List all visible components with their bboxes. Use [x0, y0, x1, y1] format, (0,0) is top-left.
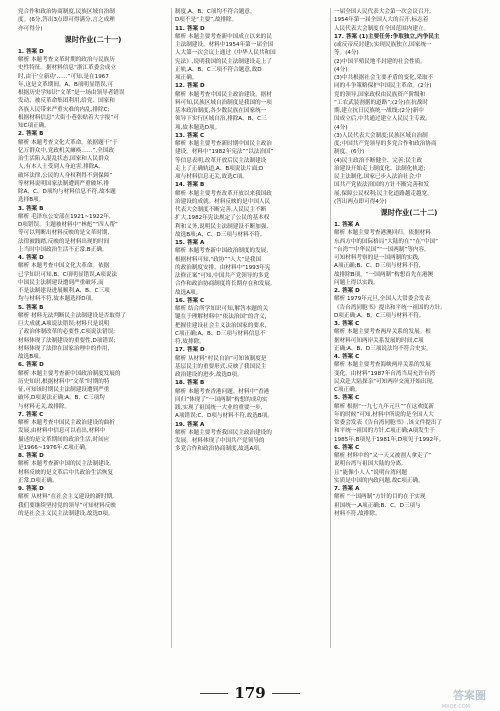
text-line: 根据材料信息“大街小巷张贴着大字报”可: [18, 114, 119, 121]
text-line: 项与材料信息无关,故选C项。: [175, 174, 248, 180]
text-line: (2)中国半殖民地半封建的社会性质。: [334, 58, 426, 65]
text-line: 材料体现了法制建设的重要性,D项错误;: [18, 337, 116, 344]
text-line: 解析 材料中的“又一天又被割人拿走了”: [334, 453, 432, 459]
text-line: 说明台湾与祖国大陆的分离,: [334, 461, 403, 468]
text-line: 人,有本人士受到人身迫害,排除A、: [18, 164, 104, 171]
col2-answers: [175, 8, 327, 454]
text-line: D项错误。主题被材料中“林彪”“四人帮”: [18, 222, 118, 228]
text-line: 1985年,B项见于1981年,D项见于1992年。: [334, 436, 445, 443]
text-line: 制度。(6分): [334, 149, 365, 156]
text-line: 11. 答案 D: [175, 25, 205, 32]
watermark-url: MXQE.COM: [441, 704, 470, 710]
text-line: 据材料可知两岸关系发展的时间,C项: [334, 337, 424, 344]
text-line: 解析 本题考查新中国的民主法制建设。: [18, 461, 115, 468]
text-line: 解析 本题考查香港问题。材料中“香港: [175, 388, 270, 395]
text-line: 解析 本题考查文化大革命。依据题干“于: [18, 139, 118, 146]
text-line: 可知材料考察的是一国两制的实践,: [334, 255, 420, 261]
text-line: 正轨,A、B、C三项不符合题意,故D: [175, 66, 262, 73]
text-line: 故选A项。: [175, 289, 202, 296]
text-line: (3)人民代表大会制度;民族区域自治制: [334, 132, 428, 139]
text-line: 基本政治制度,各少数民族在国家统一: [175, 108, 267, 114]
text-line: “台湾”“中华民国”“一国两制”等内容,: [334, 246, 426, 253]
text-line: 14. 答案 B: [175, 182, 205, 189]
text-line: 常委会发表《告台湾同胞书》,该文件提出了: [334, 420, 443, 426]
text-line: 变化。由材料“1987年台湾当局允许台湾: [334, 370, 436, 377]
text-line: 解析 本题主要考查港澳回归。依据材料: [334, 230, 431, 237]
text-line: 解析 本题考查中国文化大革命。依据: [18, 263, 110, 270]
text-line: 东西方中的国际格局“大陆的在””在“中国”: [334, 238, 438, 245]
text-line: 代表大会制度不断完善,人民民主不断: [175, 207, 267, 213]
text-line: 解析 材料无法判断民主法制建设是否取得了: [18, 312, 127, 319]
text-line: 18. 答案 B: [175, 380, 205, 387]
text-line: 基层民主的重要形式,反映了我国民主: [175, 363, 267, 370]
text-line: 材料不符,故排除。: [334, 510, 381, 517]
text-line: 《告台湾同胞书》提出和平统一祖国的方针,: [334, 304, 443, 311]
text-line: 解析 本题主要考查改革开放以来我国政: [175, 190, 272, 197]
text-line: (或反帝反封建);实现民族独立,国家统一: [334, 42, 432, 48]
text-line: 解析 本题考查中国民主政治建设的曲折: [18, 420, 115, 426]
text-line: 一届全国人民代表大会第一次会议召开,: [334, 9, 431, 15]
text-line: 12. 答案 D: [175, 83, 205, 90]
text-line: 符,故排除。: [175, 339, 205, 345]
text-line: 选择B项。: [18, 197, 45, 204]
text-line: 制度,A、B、C项均不符合题意。: [175, 9, 256, 15]
text-line: 16. 答案 C: [175, 297, 205, 304]
text-line: 解析 1979年元旦,全国人大常委会发表: [334, 296, 431, 303]
text-line: 4. 答案 C: [334, 354, 360, 360]
text-line: (答出两点即可得4分): [334, 198, 387, 205]
text-line: 料可知,民族区域自治制度是我国的一项: [175, 99, 272, 106]
text-line: D项正确;A、B、C三项与材料不符。: [334, 312, 425, 319]
text-line: C项正确。: [334, 387, 361, 393]
text-line: 扩大,1982年宪法规定了公民的基本权: [175, 215, 270, 222]
col1-top-text: [18, 8, 168, 33]
text-line: 1. 答案 D: [18, 48, 44, 55]
text-line: 和平统一祖国的方针,C项正确;A项发生于: [334, 428, 435, 435]
section-title-21: 课时作业(二十一): [64, 34, 122, 44]
text-line: 4. 答案 D: [18, 255, 44, 261]
page-number-text: 179: [234, 684, 266, 702]
text-line: 中国民主法制建设遭到严重破坏,而: [18, 279, 104, 286]
text-line: 5. 答案 B: [18, 304, 44, 311]
text-line: 巨大成就,A项说法错误;材料只是说明: [18, 321, 110, 327]
text-line: 国共产党依法治国的方针不断完善和发: [334, 182, 430, 189]
column-middle: [175, 8, 327, 454]
text-line: 领导下实行区域自治,排除A、B、C三: [175, 116, 267, 123]
text-line: 且“能像小人人”说明台湾问题: [334, 469, 407, 476]
text-line: 是1966~1976年,C项正确。: [18, 444, 91, 451]
text-line: 度。(6分,答出3点即可得满分,言之成理: [18, 17, 115, 24]
text-line: 党合作和政治协商制度,民族区域自治制: [18, 9, 115, 15]
text-line: 解析 本题考查文革时期的政治与民族历: [18, 57, 115, 63]
text-line: 人大第一次会议上通过《中华人民共和国: [175, 50, 276, 57]
text-line: 解析 本题主要考查两岸关系的发展。根: [334, 329, 431, 336]
text-line: 多党合作和政治协商制度,故选A项。: [175, 446, 265, 453]
text-line: 19. 答案 A: [175, 421, 205, 428]
text-line: 解析 本题主要考查我国民主政治建设的: [175, 429, 272, 436]
text-line: 历史知识,根据材料中“文革”时期的特: [18, 378, 110, 385]
text-line: 把握住建设社会主义法治国家的要求,: [175, 322, 267, 329]
text-line: 知C项正确。: [18, 123, 50, 129]
text-line: 根据材料可知,“政协”“人大”是我国: [175, 256, 262, 263]
text-line: 了政治体制改革的必要性,C项说法错误;: [18, 329, 116, 336]
text-line: 上当时中国政治生活不正常,B正确。: [18, 246, 108, 253]
text-line: 除A、C、D项均与材料信息不符,故本题: [18, 189, 116, 195]
text-line: 的政治制度安排。由材料中“1993年宪: [175, 264, 271, 271]
text-line: 民主法制化,国家已步入法治社会;中: [334, 174, 422, 180]
text-line: 治生活陷入混乱状态,国家和人民群众: [18, 156, 110, 162]
text-line: 解析 本题主要考查新时期中国民主政治: [175, 141, 272, 147]
text-line: 发展,由材料中信息可以看出,材料中: [18, 428, 106, 435]
text-line: A项错误;C、D项与材料不符,故选B项。: [175, 413, 273, 420]
text-line: 故选B项;A、C、D三项与材料不符。: [175, 231, 266, 238]
text-line: 正确;A、B、D三项说法均不符合史实。: [334, 345, 432, 352]
text-line: 人民代表大会制度在全国范围内建立。: [334, 25, 430, 32]
text-line: (4分): [334, 124, 348, 131]
text-line: A项正确;B、C、D三项与材料不符,: [334, 263, 421, 270]
text-line: 8. 答案 D: [18, 453, 44, 459]
text-line: 民众赴大陆探亲”可知两岸交流开始出现,: [334, 378, 434, 385]
text-line: 3. 答案 B: [18, 205, 44, 212]
text-line: 9. 答案 D: [18, 486, 44, 492]
text-line: 解析 本题主要考查海峡两岸关系的发展: [334, 362, 431, 369]
text-line: 正常,D项正确。: [18, 477, 58, 484]
text-line: 治建设的成就。材料反映的是中国人民: [175, 198, 271, 205]
text-line: “工农武装割据的道路”;(2分)在抗战时: [334, 99, 428, 106]
section-title-22: 课时作业(二十二): [380, 208, 438, 217]
text-line: 破坏,D项说法正确;A、B、C三项均: [18, 395, 105, 402]
col1-answers: [18, 48, 168, 518]
text-line: 展,保障公民权利;民主化道路越走越宽。: [334, 190, 433, 197]
text-line: 与材料无关,故排除。: [18, 403, 71, 410]
text-line: 践,实现了祖国统一大业的重要一步,: [175, 405, 263, 411]
page-number: [0, 683, 500, 702]
text-line: 年,这是文革期间。A、B项明显错误,可: [18, 81, 114, 88]
text-line: 故选B项。: [18, 354, 45, 360]
text-line: 1954年第一届全国人大的召开,标志着: [334, 17, 429, 24]
text-line: 解析 本题考查新中国政治制度的发展,: [175, 248, 269, 255]
watermark-logo: 答案圈: [453, 689, 486, 702]
text-line: 材料反映的是文革后中共政治生活恢复: [18, 469, 114, 476]
text-line: 2. 答案 D: [334, 288, 360, 294]
text-line: 根据历史学知识“文革”是一场由领导者错误: [18, 90, 125, 96]
text-line: 法律被践踏,反映的是材料出现的时间: [18, 238, 110, 245]
text-line: 发展。材料体现了中国共产党领导的: [175, 438, 265, 444]
text-line: 法修正案”可知,中国共产党领导的多党: [175, 273, 270, 279]
text-line: 亦可得分): [18, 25, 43, 32]
text-line: 时,由于'立新功'……”可知,是在1967: [18, 73, 109, 80]
text-line: 问题上得以实践。: [334, 279, 379, 286]
text-line: 宪法》,说明我国的民主法制建设走上了: [175, 58, 272, 65]
text-line: 故排除B项。“一国两制”构想首先在港澳: [334, 271, 434, 278]
text-line: 解析 从材料“在社会主义建设的新时期,: [18, 494, 114, 501]
column-divider-1: [171, 8, 172, 648]
text-line: 等。(4分): [334, 50, 359, 57]
text-line: 解析 本题主要考查新中国政治制度发展的: [18, 370, 121, 377]
column-right: [334, 8, 484, 518]
text-line: 解析 “一国两制”方针的目的在于实现: [334, 494, 426, 501]
text-line: (3)中共根据社会主要矛盾的变化,采取不: [334, 75, 434, 81]
text-line: 解析 本题考查中国民主政治建设。据材: [175, 91, 272, 98]
text-line: 17. 答案 D: [175, 347, 205, 354]
text-line: C项正确;A、B、D三项与材料信息不: [175, 330, 266, 337]
text-line: 等可以判断出材料反映的是文革时期,: [18, 230, 110, 237]
text-line: 6. 答案 D: [18, 362, 44, 369]
text-line: 国成立后,中共通过建立人民民主专政。: [334, 116, 431, 123]
text-line: 利和义务,说明民主法制建设不断加强,: [175, 223, 269, 230]
text-line: 期,建立抗日民族统一战线;(2分)新中: [334, 108, 424, 114]
col3-top-text: [334, 8, 484, 206]
text-line: 主法制建设。材料中1954年第一届全国: [175, 42, 274, 48]
text-line: 实质是中国的内政问题,故C项正确。: [334, 477, 424, 484]
text-line: 13. 答案 C: [175, 132, 205, 139]
text-line: 我们要继续坚持党的领导”可知材料反映: [18, 502, 116, 509]
text-line: 解析 从材料“村民自治”可知该制度是: [175, 355, 267, 362]
text-line: 不是法制建设进展顺利,A、B、C三项: [18, 288, 110, 294]
text-line: 征,可知该时期民主法制建设遭到严重: [18, 387, 110, 393]
text-line: 解析 毛泽东公安部在1921~1922年,: [18, 213, 111, 220]
text-line: 亿万群众中,党政机关瘫痪……”,全国政: [18, 147, 114, 154]
text-line: 3. 答案 C: [334, 321, 360, 327]
text-line: 破坏法律,公民的人身权利得不到保障”: [18, 172, 113, 179]
text-line: 7. 答案 C: [18, 411, 44, 418]
text-line: 祖国统一,A项正确;B、C、D三项与: [334, 502, 421, 509]
column-left: [18, 8, 168, 518]
text-line: 年的时候”可知,材料中所说的是全国人大: [334, 411, 434, 418]
text-line: 描述的是文革期间的政治生活,时间应: [18, 436, 110, 443]
text-line: 6. 答案 C: [334, 444, 360, 451]
column-divider-2: [330, 8, 331, 648]
text-line: 各族人民带来严重灾难的内乱,排除C;: [18, 106, 110, 113]
text-line: 解析 根据“一九七九年元旦”“在这欢度新: [334, 403, 434, 410]
text-line: 已学知识可知,B、C项明显错误,A项说法: [18, 271, 118, 278]
text-line: 的是社会主义民主法制建设,故选D项。: [18, 510, 114, 517]
text-line: 2. 答案 B: [18, 131, 44, 138]
text-line: 17. 答案 (1)主要任务:争取独立,内争民主: [334, 33, 440, 40]
text-line: 5. 答案 C: [334, 395, 360, 402]
text-line: 等信息表明,改革开放后民主法制建设: [175, 157, 267, 164]
text-line: 材料体现了法律在国家治理中的作用,: [18, 345, 110, 352]
text-line: (4)民主政治不断健全、完善;民主政: [334, 157, 423, 164]
text-line: 治建设开始走上制度化、法制化轨道;: [334, 165, 426, 172]
text-line: D项不是“主要”,故排除。: [175, 17, 238, 24]
text-line: 7. 答案 A: [334, 486, 360, 492]
col3-answers: [334, 221, 484, 518]
text-line: 解析 结合所学知识可知,解答本题的关: [175, 306, 269, 312]
text-line: 政治建设的进步,故选D项。: [175, 372, 243, 378]
text-line: 均与材料不符,故本题选择D项。: [18, 296, 97, 303]
text-line: 史性特征。据材料信息“浙江革委会成立: [18, 65, 116, 72]
text-line: 发动、被反革命集团利用,给党、国家和: [18, 98, 115, 105]
text-line: 同的斗争策略保护中国民主革命。(2分): [334, 83, 432, 90]
text-line: 解析 本题主要考查新中国成立以来的民: [175, 33, 272, 40]
text-line: 项正确。: [175, 75, 198, 81]
text-line: 建设。材料中“1982年宪法”“以法治国”: [175, 149, 274, 156]
text-line: 合作和政治协商制度将长期存在和发展,: [175, 281, 272, 288]
text-line: 15. 答案 A: [175, 240, 205, 246]
text-line: 1. 答案 A: [334, 222, 360, 228]
text-line: 项,故本题选D项。: [175, 124, 221, 131]
text-line: 等材料说明国家法制遭到严重破坏,排: [18, 180, 110, 187]
text-line: 键在于理解材料中“依法治国”的含义,: [175, 314, 267, 321]
text-line: (4分): [334, 66, 348, 73]
text-line: 度;中国共产党领导的多党合作和政治协商: [334, 141, 437, 147]
text-line: 党的领导,国家政权由民族资产阶级和: [334, 91, 426, 98]
text-line: 回归”体现了“一国两制”构想的成功实: [175, 396, 268, 403]
text-line: 走上了正确轨道,A、B项说法片面;D: [175, 165, 264, 172]
